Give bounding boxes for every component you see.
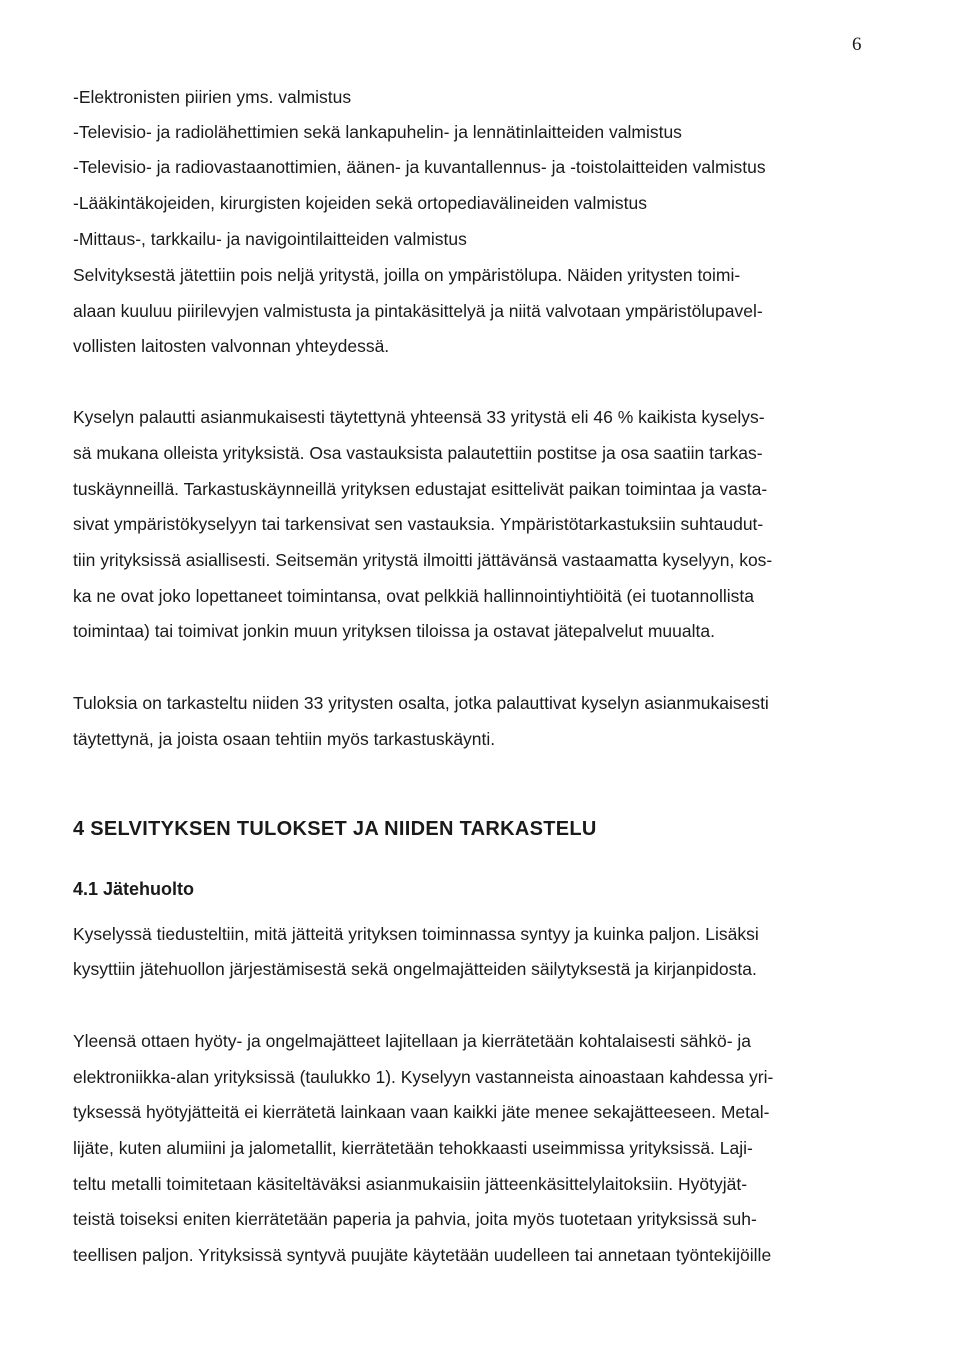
paragraph-line: täytettynä, ja joista osaan tehtiin myös tarkastuskäynti. <box>73 729 496 749</box>
paragraph-line: lijäte, kuten alumiini ja jalometallit, kierrätetään tehokkaasti useimmissa yrityksissä. Laji- <box>73 1138 753 1158</box>
paragraph-line: ka ne ovat joko lopettaneet toimintansa, ovat pelkkiä hallinnointiyhtiöitä (ei tuotannollista <box>73 586 754 606</box>
paragraph-line: toimintaa) tai toimivat jonkin muun yrityksen tiloissa ja ostavat jätepalvelut muualta. <box>73 621 715 641</box>
paragraph-line: teltu metalli toimitetaan käsiteltäväksi asianmukaisiin jätteenkäsittelylaitoksiin. Hyötyjät- <box>73 1174 748 1194</box>
paragraph-line: Kyselyn palautti asianmukaisesti täytettynä yhteensä 33 yritystä eli 46 % kaikista kyselys- <box>73 407 765 427</box>
section-heading: 4 SELVITYKSEN TULOKSET JA NIIDEN TARKASTELU <box>73 818 597 840</box>
paragraph-line: tiin yrityksissä asiallisesti. Seitsemän yritystä ilmoitti jättävänsä vastaamatta kyselyyn, kos- <box>73 550 773 570</box>
paragraph-line: teellisen paljon. Yrityksissä syntyvä puujäte käytetään uudelleen tai annetaan työntekijöille <box>73 1245 772 1265</box>
paragraph-line: kysyttiin jätehuollon järjestämisestä sekä ongelmajätteiden säilytyksestä ja kirjanpidosta. <box>73 959 757 979</box>
paragraph-line: Selvityksestä jätettiin pois neljä yritystä, joilla on ympäristölupa. Näiden yritysten toimi- <box>73 265 741 285</box>
paragraph-line: teistä toiseksi eniten kierrätetään paperia ja pahvia, joita myös tuotetaan yrityksissä suh- <box>73 1209 757 1229</box>
paragraph-line: tyksessä hyötyjätteitä ei kierrätetä lainkaan vaan kaikki jäte menee sekajätteeseen. Metal- <box>73 1102 770 1122</box>
paragraph-line: sä mukana olleista yrityksistä. Osa vastauksista palautettiin postitse ja osa saatiin tarkas- <box>73 443 763 463</box>
subsection-heading: 4.1 Jätehuolto <box>73 879 195 899</box>
paragraph-line: sivat ympäristökyselyyn tai tarkensivat sen vastauksia. Ympäristötarkastuksiin suhtaudut- <box>73 514 764 534</box>
paragraph-line: vollisten laitosten valvonnan yhteydessä. <box>73 336 390 356</box>
paragraph-line: alaan kuuluu piirilevyjen valmistusta ja pintakäsittelyä ja niitä valvotaan ympäristölupavel- <box>73 301 763 321</box>
paragraph-line: elektroniikka-alan yrityksissä (taulukko 1). Kyselyyn vastanneista ainoastaan kahdessa yri- <box>73 1067 774 1087</box>
paragraph-line: Yleensä ottaen hyöty- ja ongelmajätteet lajitellaan ja kierrätetään kohtalaisesti sähkö- ja <box>73 1031 752 1051</box>
paragraph-line: tuskäynneillä. Tarkastuskäynneillä yrityksen edustajat esittelivät paikan toimintaa ja vasta- <box>73 479 768 499</box>
paragraph-line: Kyselyssä tiedusteltiin, mitä jätteitä yrityksen toiminnassa syntyy ja kuinka paljon. Lisäksi <box>73 924 759 944</box>
page-number: 6 <box>852 34 862 55</box>
list-item: -Televisio- ja radiolähettimien sekä lankapuhelin- ja lennätinlaitteiden valmistus <box>73 122 682 142</box>
list-item: -Mittaus-, tarkkailu- ja navigointilaitteiden valmistus <box>73 229 467 249</box>
list-item: -Televisio- ja radiovastaanottimien, äänen- ja kuvantallennus- ja -toistolaitteiden valmistus <box>73 157 766 177</box>
list-item: -Elektronisten piirien yms. valmistus <box>73 87 352 107</box>
paragraph-line: Tuloksia on tarkasteltu niiden 33 yritysten osalta, jotka palauttivat kyselyn asianmukaisesti <box>73 693 769 713</box>
list-item: -Lääkintäkojeiden, kirurgisten kojeiden sekä ortopediavälineiden valmistus <box>73 193 647 213</box>
